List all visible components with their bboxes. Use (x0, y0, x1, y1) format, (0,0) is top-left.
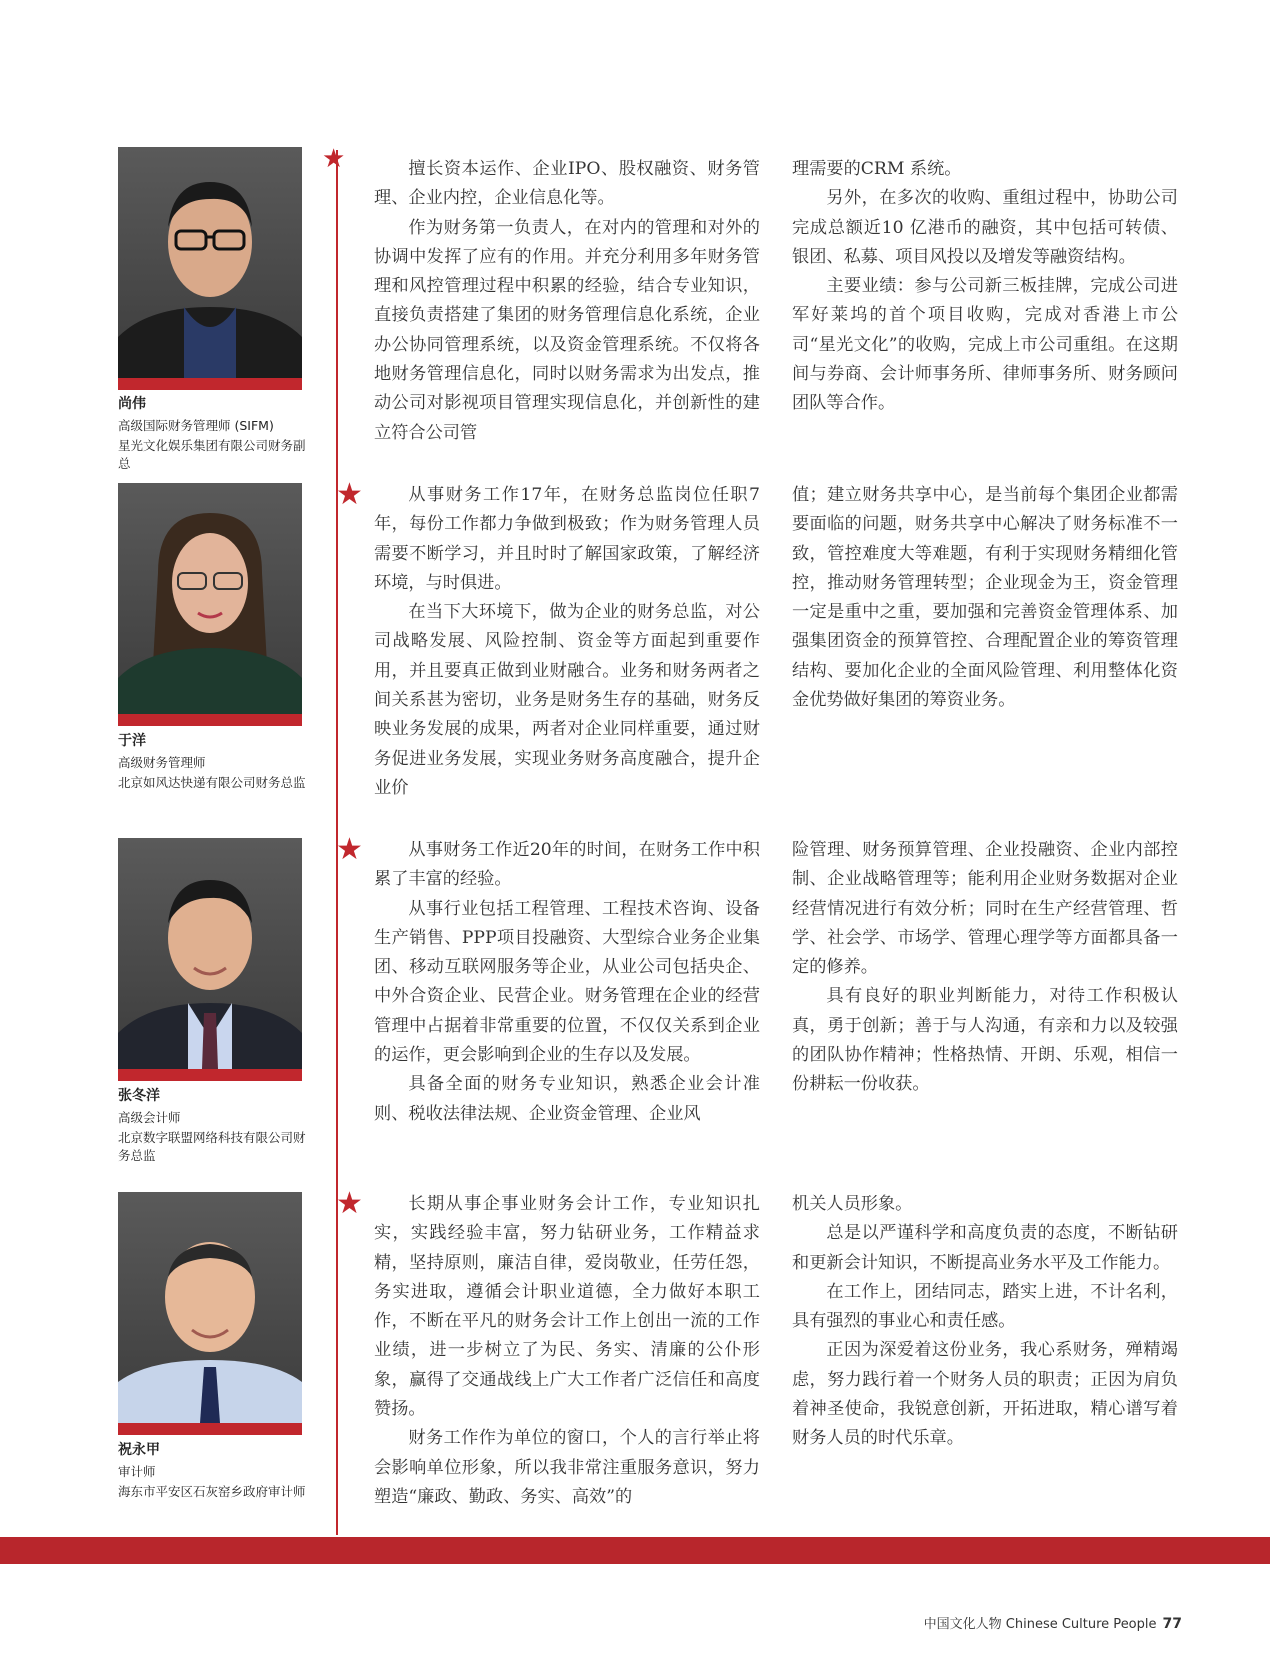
person-org: 北京如风达快递有限公司财务总监 (118, 775, 306, 790)
paragraph: 值；建立财务共享中心，是当前每个集团企业都需要面临的问题，财务共享中心解决了财务标准不一致，管控难度大等难题，有利于实现财务精细化管控，推动财务管理转型；企业现金为王，资金管理一定是重中之重，要加强和完善资金管理体系、加强集团资金的预算管控、合理配置企业的筹资管理结构、要加化企业的全面风险管理、利用整体化资金优势做好集团的筹资业务。 (792, 485, 1178, 711)
person-name: 祝永甲 (118, 1442, 160, 1458)
paragraph: 作为财务第一负责人，在对内的管理和对外的协调中发挥了应有的作用。并充分利用多年财务管理和风控管理过程中积累的经验，结合专业知识，直接负责搭建了集团的财务管理信息化系统，企业办公协同管理系统，以及资金管理系统。不仅将各地财务管理信息化，同时以财务需求为出发点，推动公司对影视项目管理实现信息化，并创新性的建立符合公司管 (374, 217, 760, 443)
paragraph: 在工作上，团结同志，踏实上进，不计名利，具有强烈的事业心和责任感。 (792, 1281, 1178, 1332)
paragraph: 从事行业包括工程管理、工程技术咨询、设备生产销售、PPP项目投融资、大型综合业务企业集团、移动互联网服务等企业，从业公司包括央企、中外合资企业、民营企业。财务管理在企业的经营管理中占据着非常重要的位置，不仅仅关系到企业的运作，更会影响到企业的生存以及发展。 (374, 898, 760, 1066)
paragraph: 正因为深爱着这份业务，我心系财务，殚精竭虑，努力践行着一个财务人员的职责；正因为肩负着神圣使命，我锐意创新，开拓进取，精心谱写着财务人员的时代乐章。 (792, 1340, 1178, 1449)
paragraph: 险管理、财务预算管理、企业投融资、企业内部控制、企业战略管理等；能利用企业财务数据对企业经营情况进行有效分析；同时在生产经营管理、哲学、社会学、市场学、管理心理学等方面都具备一定的修养。 (792, 840, 1178, 978)
profile-text-right (792, 836, 1178, 1100)
page-number: 77 (1162, 1616, 1182, 1632)
person-name: 尚伟 (118, 396, 146, 412)
person-org: 北京数字联盟网络科技有限公司财务总监 (118, 1130, 306, 1163)
profile-text-right (792, 155, 1178, 419)
paragraph: 总是以严谨科学和高度负责的态度，不断钻研和更新会计知识，不断提高业务水平及工作能力。 (792, 1223, 1178, 1273)
star-icon: ★ (336, 832, 363, 867)
star-icon: ★ (336, 1186, 363, 1221)
star-icon: ★ (322, 144, 346, 174)
person-title: 审计师 (118, 1464, 156, 1479)
person-title: 高级财务管理师 (118, 755, 206, 770)
person-org: 海东市平安区石灰窑乡政府审计师 (118, 1484, 306, 1499)
person-title: 高级国际财务管理师 (SIFM) (118, 418, 274, 433)
person-title: 高级会计师 (118, 1110, 181, 1125)
paragraph: 具备全面的财务专业知识，熟悉企业会计准则、税收法律法规、企业资金管理、企业风 (374, 1074, 760, 1124)
paragraph: 另外，在多次的收购、重组过程中，协助公司完成总额近10 亿港币的融资，其中包括可转债、银团、私募、项目风投以及增发等融资结构。 (792, 188, 1178, 267)
profile-text-left (374, 481, 760, 803)
paragraph: 财务工作作为单位的窗口，个人的言行举止将会影响单位形象，所以我非常注重服务意识，努力塑造“廉政、勤政、务实、高效”的 (374, 1428, 760, 1507)
profile-caption (118, 1086, 308, 1165)
footer-bar (0, 1537, 1270, 1564)
person-name: 张冬洋 (118, 1088, 160, 1104)
star-icon: ★ (336, 477, 363, 512)
profile-text-left (374, 836, 760, 1129)
profile-caption (118, 394, 308, 473)
profile-text-right (792, 1190, 1178, 1454)
profile-text-right (792, 481, 1178, 715)
paragraph: 擅长资本运作、企业IPO、股权融资、财务管理、企业内控，企业信息化等。 (374, 159, 760, 209)
paragraph: 机关人员形象。 (792, 1194, 913, 1214)
profile-text-left (374, 155, 760, 448)
person-org: 星光文化娱乐集团有限公司财务副总 (118, 438, 306, 471)
paragraph: 主要业绩：参与公司新三板挂牌，完成公司进军好莱坞的首个项目收购，完成对香港上市公司“星光文化”的收购，完成上市公司重组。在这期间与券商、会计师事务所、律师事务所、财务顾问团队等合作。 (792, 276, 1178, 414)
paragraph: 理需要的CRM 系统。 (792, 159, 962, 179)
portrait-photo (118, 1192, 302, 1435)
profile-text-left (374, 1190, 760, 1512)
portrait-photo (118, 838, 302, 1081)
paragraph: 从事财务工作近20年的时间，在财务工作中积累了丰富的经验。 (374, 840, 760, 890)
profile-caption (118, 731, 308, 792)
profile-caption (118, 1440, 308, 1501)
portrait-photo (118, 147, 302, 390)
paragraph: 在当下大环境下，做为企业的财务总监，对公司战略发展、风险控制、资金等方面起到重要作用，并且要真正做到业财融合。业务和财务两者之间关系甚为密切，业务是财务生存的基础，财务反映业务发展的成果，两者对企业同样重要，通过财务促进业务发展，实现业务财务高度融合，提升企业价 (374, 602, 760, 798)
person-name: 于洋 (118, 733, 146, 749)
paragraph: 从事财务工作17年，在财务总监岗位任职7年，每份工作都力争做到极致；作为财务管理人员需要不断学习，并且时时了解国家政策，了解经济环境，与时俱进。 (374, 485, 760, 593)
magazine-name: 中国文化人物 Chinese Culture People (923, 1617, 1157, 1632)
paragraph: 具有良好的职业判断能力，对待工作积极认真，勇于创新；善于与人沟通，有亲和力以及较强的团队协作精神；性格热情、开朗、乐观，相信一份耕耘一份收获。 (792, 986, 1178, 1095)
portrait-photo (118, 483, 302, 726)
paragraph: 长期从事企事业财务会计工作，专业知识扎实，实践经验丰富，努力钻研业务，工作精益求精，坚持原则，廉洁自律，爱岗敬业，任劳任怨，务实进取，遵循会计职业道德，全力做好本职工作，不断在平凡的财务会计工作上创出一流的工作业绩，进一步树立了为民、务实、清廉的公仆形象，赢得了交通战线上广大工作者广泛信任和高度赞扬。 (374, 1194, 760, 1420)
page-footer (924, 1613, 1182, 1632)
